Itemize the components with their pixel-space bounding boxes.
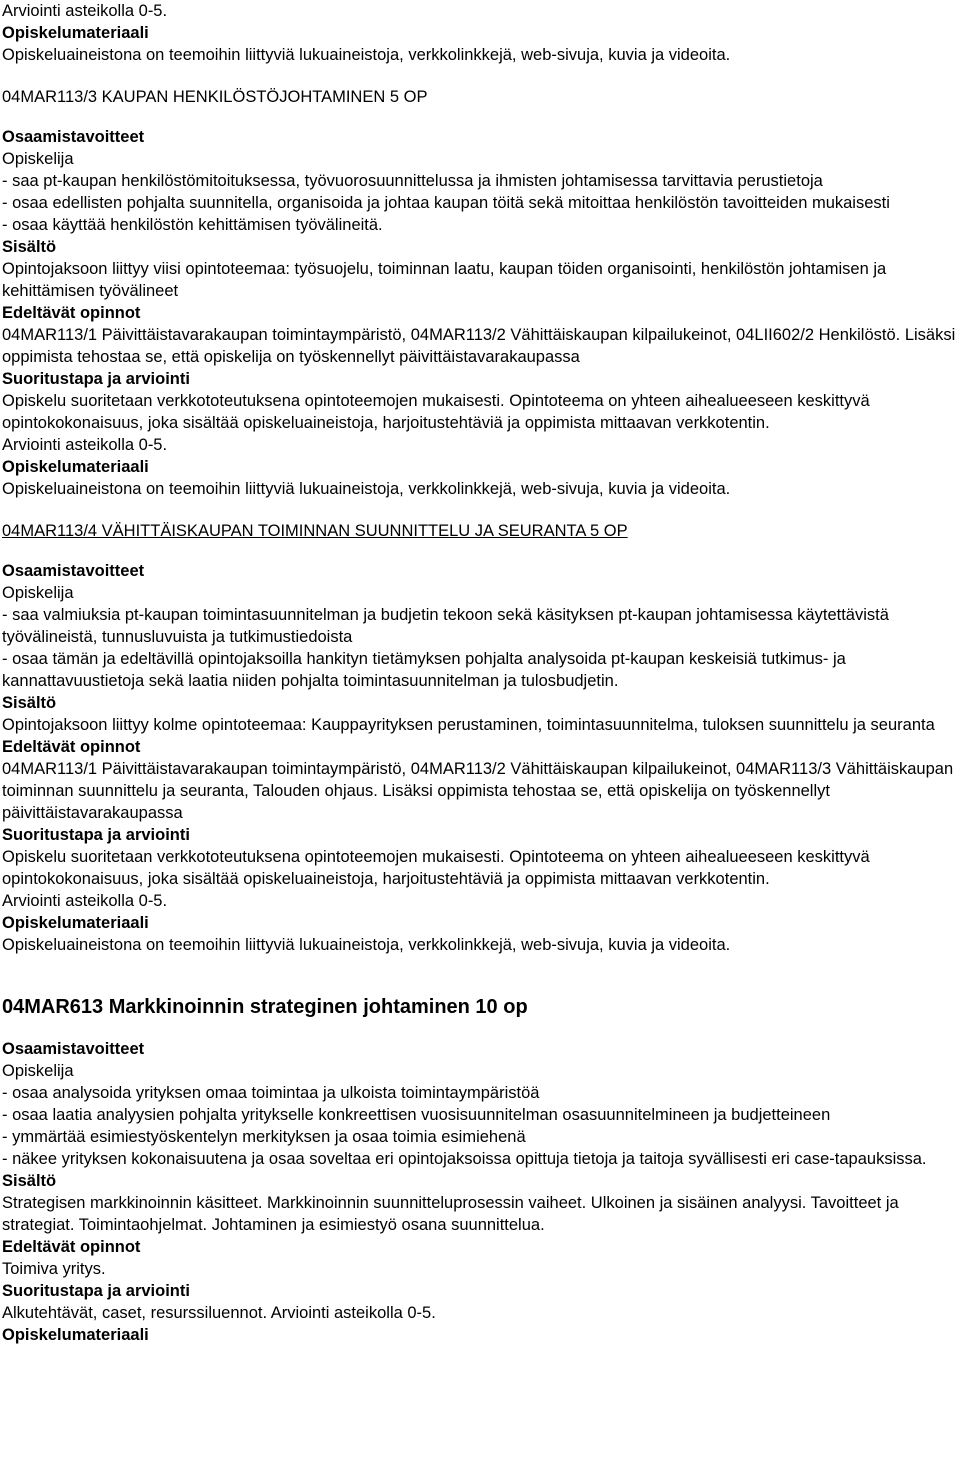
materiaali-heading: Opiskelumateriaali <box>2 914 149 932</box>
goal-item: - osaa käyttää henkilöstön kehittämisen työvälineitä. <box>2 216 383 234</box>
edeltavat-text: Toimiva yritys. <box>2 1260 106 1278</box>
goal-item: - osaa analysoida yrityksen omaa toimintaa ja ulkoista toimintaympäristöä <box>2 1084 540 1102</box>
edeltavat-heading: Edeltävät opinnot <box>2 304 141 322</box>
course-section-1 <box>2 86 958 500</box>
materiaali-heading: Opiskelumateriaali <box>2 458 149 476</box>
materiaali-text: Opiskeluaineistona on teemoihin liittyviä lukuaineistoja, verkkolinkkejä, web-sivuja, kuvia ja videoita. <box>2 46 731 64</box>
suoritustapa-heading: Suoritustapa ja arviointi <box>2 370 190 388</box>
osaamistavoitteet-heading: Osaamistavoitteet <box>2 1040 145 1058</box>
edeltavat-text: 04MAR113/1 Päivittäistavarakaupan toimintaympäristö, 04MAR113/2 Vähittäiskaupan kilpailukeinot, 04MAR113/3 Vähittäiskaupan toiminnan suunnittelu ja seuranta, Talouden ohjaus. Lisäksi oppimista tehostaa se, että opiskelija on työskennellyt päivittäistavarakaupassa <box>2 760 954 822</box>
suoritustapa-heading: Suoritustapa ja arviointi <box>2 826 190 844</box>
sisalto-heading: Sisältö <box>2 1172 57 1190</box>
osaamistavoitteet-heading: Osaamistavoitteet <box>2 128 145 146</box>
goal-item: - näkee yrityksen kokonaisuutena ja osaa soveltaa eri opintojaksoissa opittuja tietoja ja taitoja syvällisesti eri case-tapauksissa. <box>2 1150 927 1168</box>
materiaali-heading: Opiskelumateriaali <box>2 1326 149 1344</box>
suoritustapa-text: Opiskelu suoritetaan verkkototeutuksena opintoteemojen mukaisesti. Opintoteema on yhteen aihealueeseen keskittyvä opintokokonaisuus, joka sisältää opiskeluaineistoja, harjoitustehtäviä ja oppimista mittaavan verkkotentin. <box>2 848 870 888</box>
goal-item: - osaa edellisten pohjalta suunnitella, organisoida ja johtaa kaupan töitä sekä mitoittaa henkilöstön tavoitteiden mukaisesti <box>2 194 890 212</box>
osaamistavoitteet-heading: Osaamistavoitteet <box>2 562 145 580</box>
arviointi-text: Arviointi asteikolla 0-5. <box>2 436 168 454</box>
sisalto-text: Strategisen markkinoinnin käsitteet. Markkinoinnin suunnitteluprosessin vaiheet. Ulkoinen ja sisäinen analyysi. Tavoitteet ja strategiat. Toimintaohjelmat. Johtaminen ja esimiestyö osana suunnittelua. <box>2 1194 899 1234</box>
course-section-2 <box>2 520 958 956</box>
suoritustapa-text: Opiskelu suoritetaan verkkototeutuksena opintoteemojen mukaisesti. Opintoteema on yhteen aihealueeseen keskittyvä opintokokonaisuus, joka sisältää opiskeluaineistoja, harjoitustehtäviä ja oppimista mittaavan verkkotentin. <box>2 392 870 432</box>
materiaali-text: Opiskeluaineistona on teemoihin liittyviä lukuaineistoja, verkkolinkkejä, web-sivuja, kuvia ja videoita. <box>2 480 731 498</box>
goal-item: - osaa tämän ja edeltävillä opintojaksoilla hankityn tietämyksen pohjalta analysoida pt-kaupan keskeisiä tutkimus- ja kannattavuustietoja sekä laatia niiden pohjalta toimintasuunnitelman ja tulosbudjetin. <box>2 650 846 690</box>
sisalto-text: Opintojaksoon liittyy kolme opintoteemaa: Kauppayrityksen perustaminen, toimintasuunnitelma, tuloksen suunnittelu ja seuranta <box>2 716 935 734</box>
materiaali-text: Opiskeluaineistona on teemoihin liittyviä lukuaineistoja, verkkolinkkejä, web-sivuja, kuvia ja videoita. <box>2 936 731 954</box>
top-fragment <box>2 0 958 66</box>
sisalto-text: Opintojaksoon liittyy viisi opintoteemaa: työsuojelu, toiminnan laatu, kaupan töiden organisointi, henkilöstön johtamisen ja kehittämisen työvälineet <box>2 260 887 300</box>
goal-item: - osaa laatia analyysien pohjalta yritykselle konkreettisen vuosisuunnitelman osasuunnitelmineen ja budjetteineen <box>2 1106 831 1124</box>
arviointi-text: Arviointi asteikolla 0-5. <box>2 892 168 910</box>
edeltavat-heading: Edeltävät opinnot <box>2 738 141 756</box>
suoritustapa-heading: Suoritustapa ja arviointi <box>2 1282 190 1300</box>
goal-item: - saa pt-kaupan henkilöstömitoituksessa, työvuorosuunnittelussa ja ihmisten johtamisessa tarvittavia perustietoja <box>2 172 823 190</box>
opiskelija-label: Opiskelija <box>2 584 74 602</box>
edeltavat-text: 04MAR113/1 Päivittäistavarakaupan toimintaympäristö, 04MAR113/2 Vähittäiskaupan kilpailukeinot, 04LII602/2 Henkilöstö. Lisäksi oppimista tehostaa se, että opiskelija on työskennellyt päivittäistavarakaupassa <box>2 326 956 366</box>
opiskelija-label: Opiskelija <box>2 1062 74 1080</box>
course-section-3 <box>2 994 958 1346</box>
course-title: 04MAR113/3 KAUPAN HENKILÖSTÖJOHTAMINEN 5 OP <box>2 88 428 106</box>
materiaali-heading: Opiskelumateriaali <box>2 24 149 42</box>
opiskelija-label: Opiskelija <box>2 150 74 168</box>
edeltavat-heading: Edeltävät opinnot <box>2 1238 141 1256</box>
course-title: 04MAR613 Markkinoinnin strateginen johtaminen 10 op <box>2 996 528 1018</box>
sisalto-heading: Sisältö <box>2 238 57 256</box>
goal-item: - ymmärtää esimiestyöskentelyn merkityksen ja osaa toimia esimiehenä <box>2 1128 526 1146</box>
sisalto-heading: Sisältö <box>2 694 57 712</box>
course-title: 04MAR113/4 VÄHITTÄISKAUPAN TOIMINNAN SUUNNITTELU JA SEURANTA 5 OP <box>2 522 628 540</box>
goal-item: - saa valmiuksia pt-kaupan toimintasuunnitelman ja budjetin tekoon sekä käsityksen pt-kaupan johtamisessa käytettävistä työvälineistä, tunnusluvuista ja tutkimustiedoista <box>2 606 889 646</box>
suoritustapa-text: Alkutehtävät, caset, resurssiluennot. Arviointi asteikolla 0-5. <box>2 1304 436 1322</box>
arviointi-text: Arviointi asteikolla 0-5. <box>2 2 168 20</box>
